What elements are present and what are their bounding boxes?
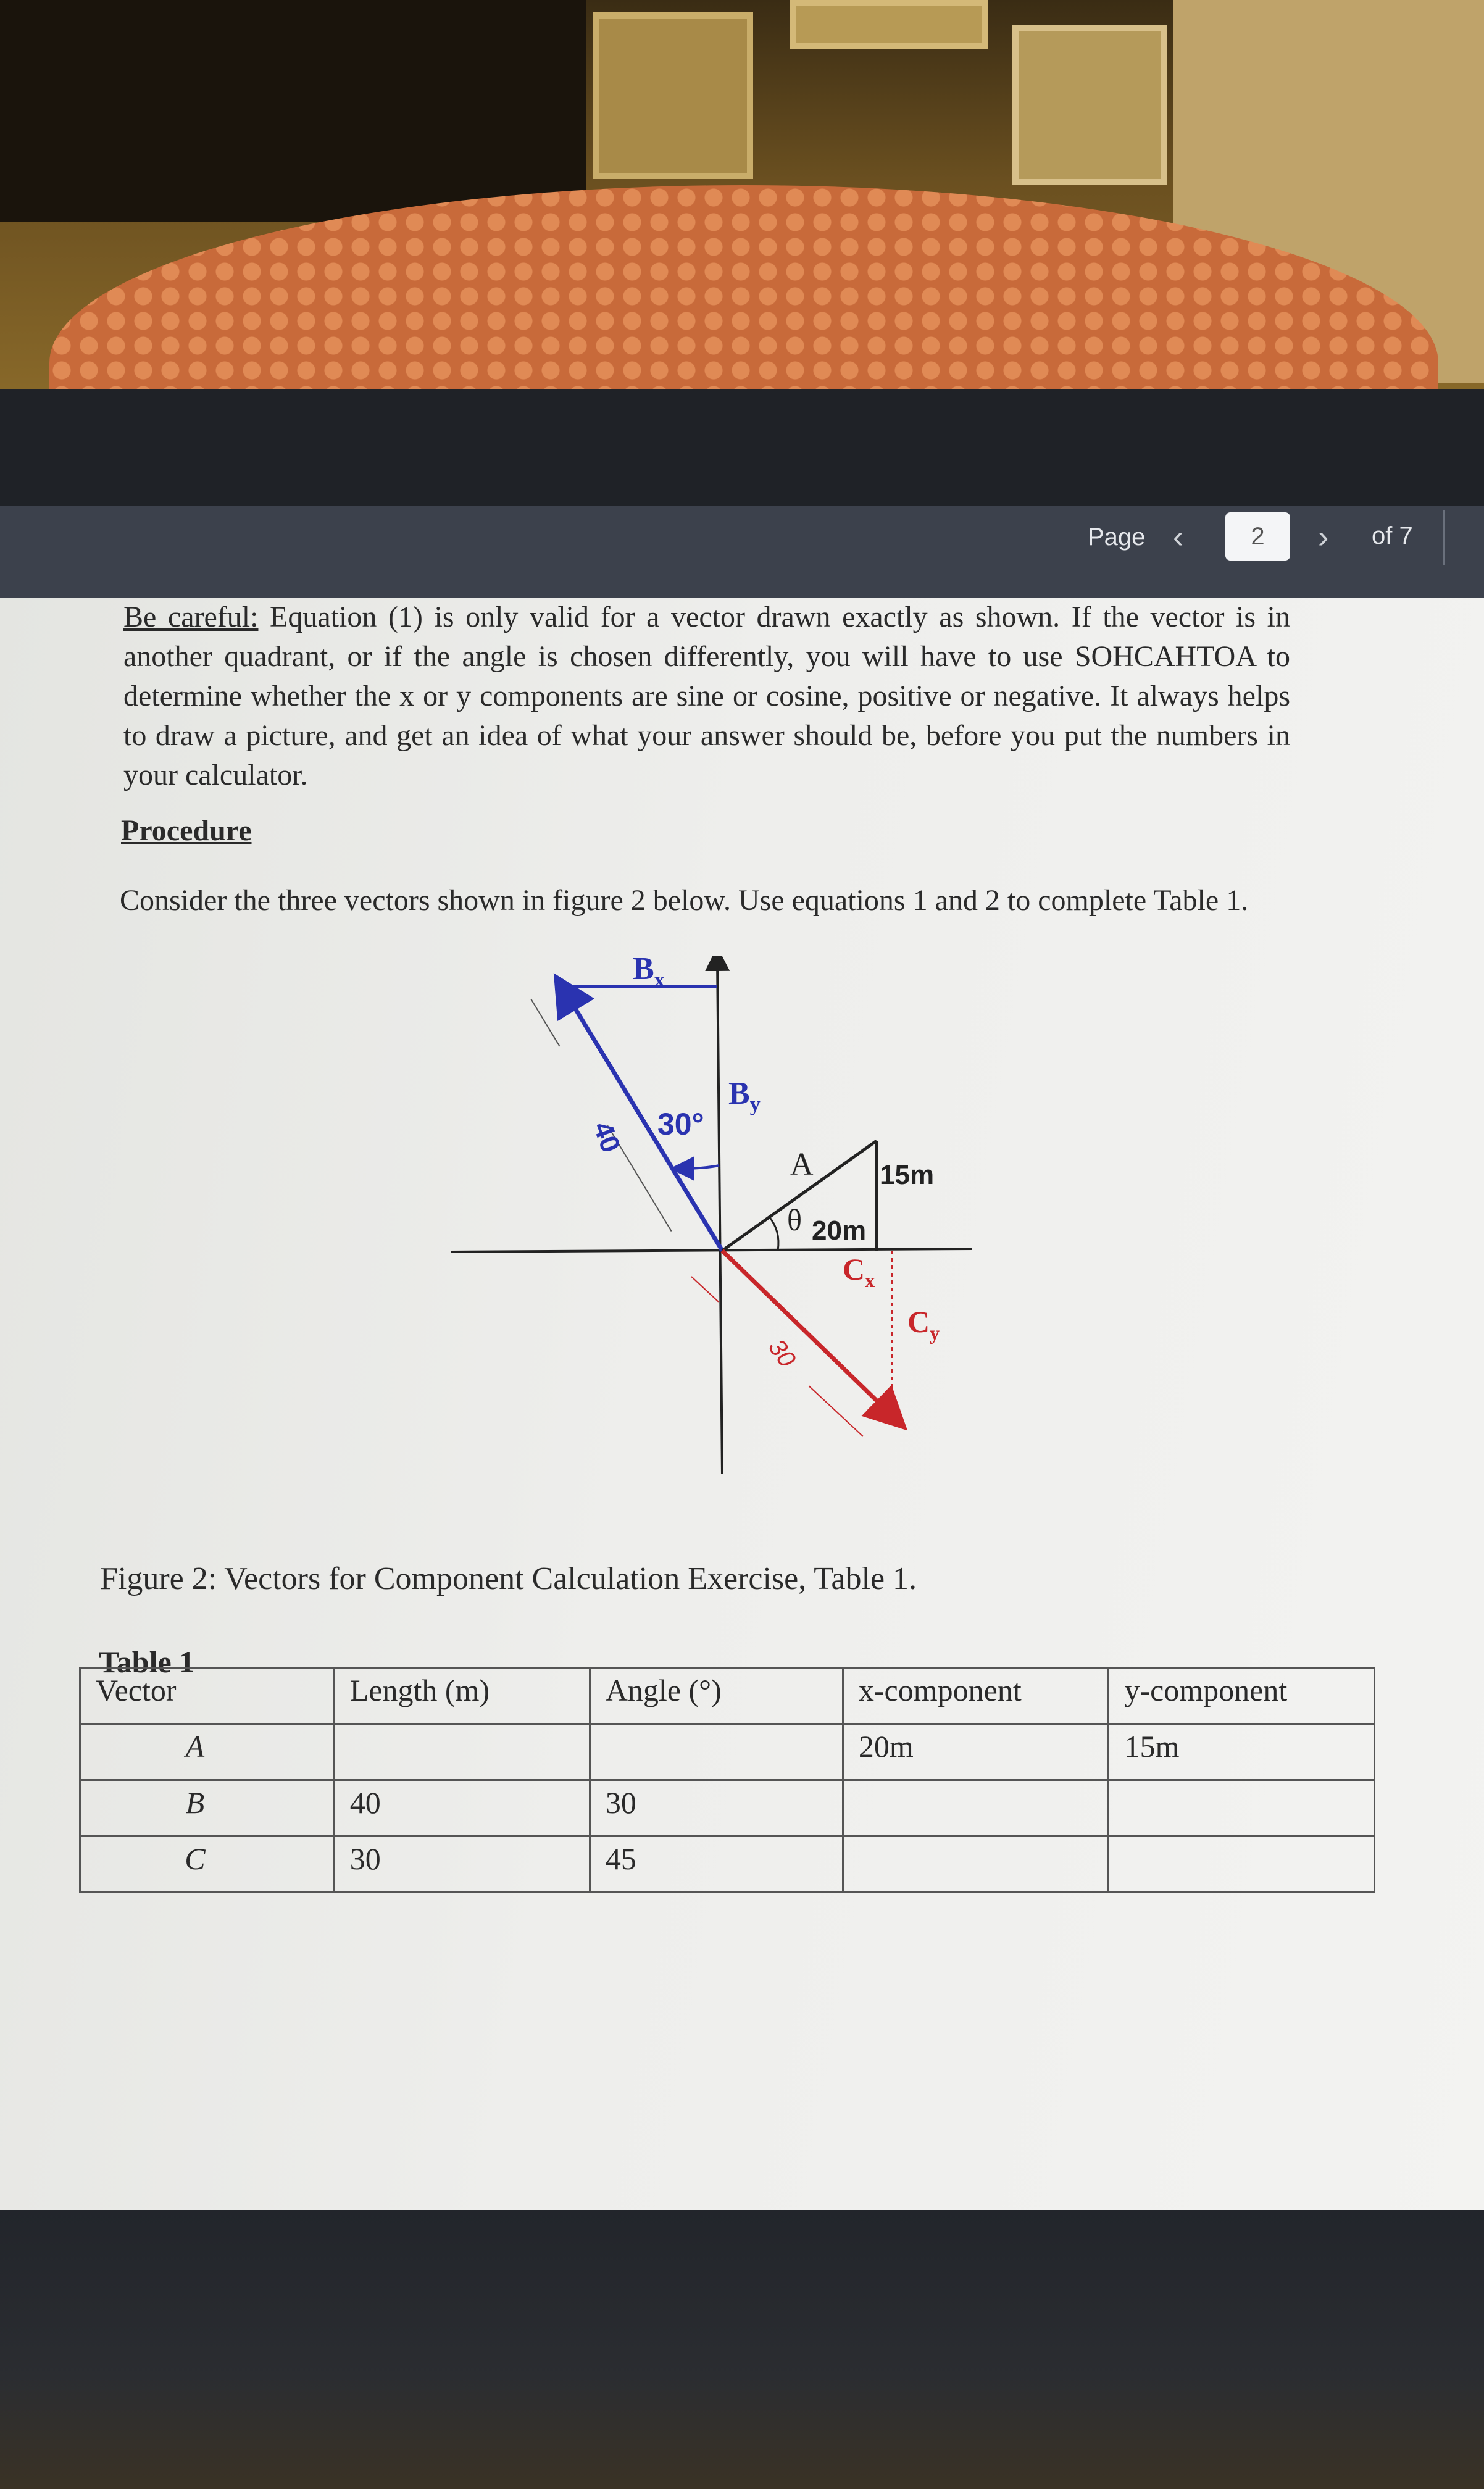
c-length-label: 30 xyxy=(762,1334,801,1373)
header-angle: Angle (°) xyxy=(590,1668,843,1724)
b-angle-label: 30° xyxy=(657,1107,704,1141)
angle-cell xyxy=(590,1724,843,1780)
b-length-label: 40 xyxy=(587,1117,627,1157)
length-cell xyxy=(334,1724,590,1780)
x-axis xyxy=(451,1249,972,1252)
by-label: $B_y$ xyxy=(728,1076,761,1116)
header-vector: Vector xyxy=(80,1668,335,1724)
procedure-text: Consider the three vectors shown in figure 2 below. Use equations 1 and 2 to complete Table 1. xyxy=(120,884,1249,917)
page-number-input[interactable]: 2 xyxy=(1225,512,1290,561)
x-component-cell xyxy=(843,1780,1109,1837)
length-cell: 40 xyxy=(334,1780,590,1837)
b-angle-arc xyxy=(682,1165,719,1169)
procedure-heading: Procedure xyxy=(121,814,252,847)
vector-cell: A⃗ xyxy=(80,1724,335,1780)
picture-frame xyxy=(593,12,753,179)
careful-paragraph xyxy=(123,598,1290,795)
table-row xyxy=(80,1837,1375,1893)
picture-frame xyxy=(1012,25,1167,185)
picture-frame xyxy=(790,0,988,49)
a-x-label: 20m xyxy=(812,1215,867,1246)
toolbar-divider xyxy=(1443,510,1445,565)
header-length: Length (m) xyxy=(334,1668,590,1724)
table-title: Table 1 xyxy=(99,1645,195,1679)
x-component-cell: 20m xyxy=(843,1724,1109,1780)
dark-wall-area xyxy=(0,0,586,222)
next-page-icon[interactable]: › xyxy=(1318,519,1329,555)
pdf-toolbar xyxy=(0,506,1484,599)
header-x-component: x-component xyxy=(843,1668,1109,1724)
table-row xyxy=(80,1780,1375,1837)
careful-text: Equation (1) is only valid for a vector drawn exactly as shown. If the vector is in another quadrant, or if the angle is chosen differently, you will have to use SOHCAHTOA to determine whether the x or y components are sine or cosine, positive or negative. It always helps to draw a picture, and get an idea of what your answer should be, before you put the numbers in your calculator. xyxy=(123,601,1290,791)
vector-cell: C⃗ xyxy=(80,1837,335,1893)
bx-label: $B_x$ xyxy=(633,956,665,991)
cx-label: $C_x$ xyxy=(843,1252,875,1291)
background-photo xyxy=(0,0,1484,407)
theta-label: θ xyxy=(787,1203,802,1237)
y-axis xyxy=(717,959,722,1474)
table-header-row xyxy=(80,1668,1375,1724)
table-row xyxy=(80,1724,1375,1780)
figure-caption: Figure 2: Vectors for Component Calculation Exercise, Table 1. xyxy=(100,1561,917,1596)
vector-figure xyxy=(444,956,988,1486)
theta-arc xyxy=(769,1216,778,1251)
angle-cell: 30 xyxy=(590,1780,843,1837)
document-page xyxy=(0,598,1484,2215)
length-cell: 30 xyxy=(334,1837,590,1893)
y-component-cell: 15m xyxy=(1109,1724,1375,1780)
x-component-cell xyxy=(843,1837,1109,1893)
y-component-cell xyxy=(1109,1780,1375,1837)
careful-lead: Be careful: xyxy=(123,601,259,633)
page-label: Page xyxy=(1088,523,1146,551)
cy-label: $C_y$ xyxy=(907,1304,940,1344)
a-y-label: 15m xyxy=(880,1160,935,1190)
monitor-bezel-bottom xyxy=(0,2210,1484,2489)
a-label: A xyxy=(790,1147,814,1182)
total-pages-label: of 7 xyxy=(1372,522,1413,549)
components-table xyxy=(79,1667,1375,1893)
header-y-component: y-component xyxy=(1109,1668,1375,1724)
vector-cell: B⃗ xyxy=(80,1780,335,1837)
y-component-cell xyxy=(1109,1837,1375,1893)
angle-cell: 45 xyxy=(590,1837,843,1893)
previous-page-icon[interactable]: ‹ xyxy=(1173,519,1184,555)
